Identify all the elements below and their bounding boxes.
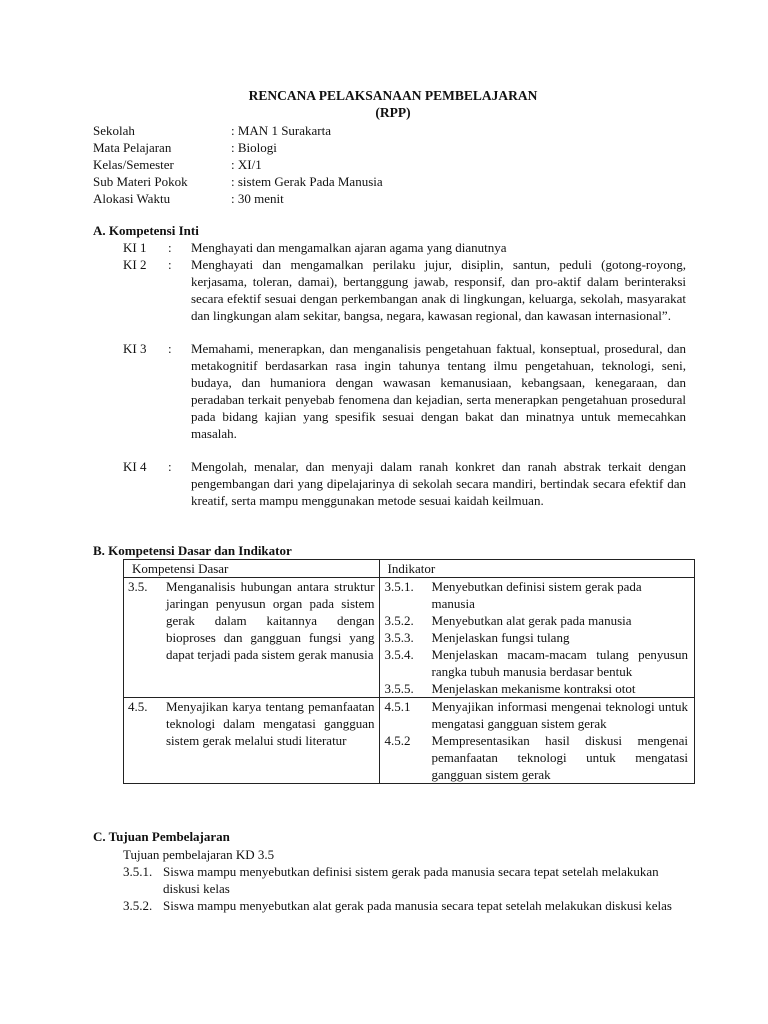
ki-1-colon: : — [168, 240, 172, 255]
ki-4-colon: : — [168, 459, 172, 474]
ki-1-label: KI 1 — [123, 240, 147, 255]
info-label-kelas-semester: Kelas/Semester — [93, 157, 174, 172]
indicator-text: Menjelaskan fungsi tulang — [431, 630, 570, 645]
indicator-number: 3.5.2. — [384, 613, 414, 628]
info-value-sub-materi: : sistem Gerak Pada Manusia — [231, 174, 383, 189]
ki-1-text: Menghayati dan mengamalkan ajaran agama yang dianutnya — [191, 240, 507, 255]
table-header-row — [124, 560, 695, 578]
kd-cell — [124, 578, 380, 698]
indicator-text: Menyebutkan definisi sistem gerak pada manusia — [431, 579, 642, 611]
kd-number: 3.5. — [128, 579, 148, 594]
table-row — [124, 578, 695, 698]
indicator-cell — [379, 698, 694, 784]
indicator-text: Menyajikan informasi mengenai teknologi untuk mengatasi gangguan sistem gerak — [431, 699, 688, 731]
ki-4-label: KI 4 — [123, 459, 147, 474]
kd-text: Menganalisis hubungan antara struktur jaringan penyusun organ pada sistem gerak dalam kaitannya dengan bioproses dan gangguan fungsi yang dapat terjadi pada sistem gerak manusia — [166, 579, 375, 662]
section-b-heading: B. Kompetensi Dasar dan Indikator — [93, 543, 292, 558]
goal-text: Siswa mampu menyebutkan alat gerak pada manusia secara tepat setelah melakukan diskusi kelas — [163, 898, 672, 913]
info-value-alokasi-waktu: : 30 menit — [231, 191, 284, 206]
info-label-sub-materi: Sub Materi Pokok — [93, 174, 188, 189]
section-a-heading: A. Kompetensi Inti — [93, 223, 199, 238]
info-value-sekolah: : MAN 1 Surakarta — [231, 123, 332, 138]
indicator-text: Menyebutkan alat gerak pada manusia — [431, 613, 632, 628]
ki-2-colon: : — [168, 257, 172, 272]
goal-intro: Tujuan pembelajaran KD 3.5 — [123, 847, 275, 862]
kd-text: Menyajikan karya tentang pemanfaatan teknologi dalam mengatasi gangguan sistem gerak melalui studi literatur — [166, 699, 375, 748]
indicator-number: 3.5.5. — [384, 681, 414, 696]
ki-3-colon: : — [168, 341, 172, 356]
ki-3-text: Memahami, menerapkan, dan menganalisis pengetahuan faktual, konseptual, prosedural, dan metakognitif berdasarkan rasa ingin tahunya tentang ilmu pengetahuan, teknologi, seni, budaya, dan humaniora dengan wawasan kemanusiaan, kebangsaan, kenegaraan, dan peradaban terkait penyebab fenomena dan kejadian, serta menerapkan pengetahuan prosedural pada bidang kajian yang spesifik sesuai dengan bakat dan minatnya untuk memecahkan masalah. — [191, 341, 686, 441]
ki-4-text: Mengolah, menalar, dan menyaji dalam ranah konkret dan ranah abstrak terkait dengan pengembangan dari yang dipelajarinya di sekolah secara mandiri, bertindak secara efektif dan kreatif, serta mampu menggunakan metode sesuai kaidah keilmuan. — [191, 459, 686, 508]
header-indikator: Indikator — [379, 560, 694, 578]
goal-number: 3.5.2. — [123, 898, 153, 913]
table-row — [124, 698, 695, 784]
goal-number: 3.5.1. — [123, 864, 153, 879]
header-kompetensi-dasar: Kompetensi Dasar — [124, 560, 380, 578]
kd-number: 4.5. — [128, 699, 148, 714]
info-value-kelas-semester: : XI/1 — [231, 157, 262, 172]
section-c-heading: C. Tujuan Pembelajaran — [93, 829, 230, 844]
indicator-number: 3.5.3. — [384, 630, 414, 645]
goal-text: Siswa mampu menyebutkan definisi sistem gerak pada manusia secara tepat setelah melakukan diskusi kelas — [163, 864, 659, 896]
info-label-sekolah: Sekolah — [93, 123, 135, 138]
indicator-number: 4.5.1 — [384, 699, 411, 714]
ki-3-label: KI 3 — [123, 341, 147, 356]
indicator-number: 4.5.2 — [384, 733, 411, 748]
indicator-text: Mempresentasikan hasil diskusi mengenai pemanfaatan teknologi untuk mengatasi gangguan sistem gerak — [431, 733, 688, 782]
info-label-mata-pelajaran: Mata Pelajaran — [93, 140, 172, 155]
document-subtitle: (RPP) — [375, 105, 411, 120]
indicator-text: Menjelaskan macam-macam tulang penyusun rangka tubuh manusia berdasar bentuk — [431, 647, 688, 679]
indicator-number: 3.5.4. — [384, 647, 414, 662]
info-value-mata-pelajaran: : Biologi — [231, 140, 277, 155]
indicator-cell — [379, 578, 694, 698]
indicator-number: 3.5.1. — [384, 579, 414, 594]
indicator-text: Menjelaskan mekanisme kontraksi otot — [431, 681, 636, 696]
ki-2-text: Menghayati dan mengamalkan perilaku jujur, disiplin, santun, peduli (gotong-royong, kerjasama, toleran, damai), bertanggung jawab, responsif, dan pro-aktif dalam berinteraksi secara efektif sesuai dengan perkembangan anak di lingkungan, keluarga, sekolah, masyarakat dan lingkungan alam sekitar, bangsa, negara, kawasan regional, dan kawasan internasional”. — [191, 257, 686, 323]
kd-cell — [124, 698, 380, 784]
document-title: RENCANA PELAKSANAAN PEMBELAJARAN — [248, 88, 538, 103]
ki-2-label: KI 2 — [123, 257, 147, 272]
kompetensi-indikator-table — [123, 559, 695, 784]
info-label-alokasi-waktu: Alokasi Waktu — [93, 191, 171, 206]
